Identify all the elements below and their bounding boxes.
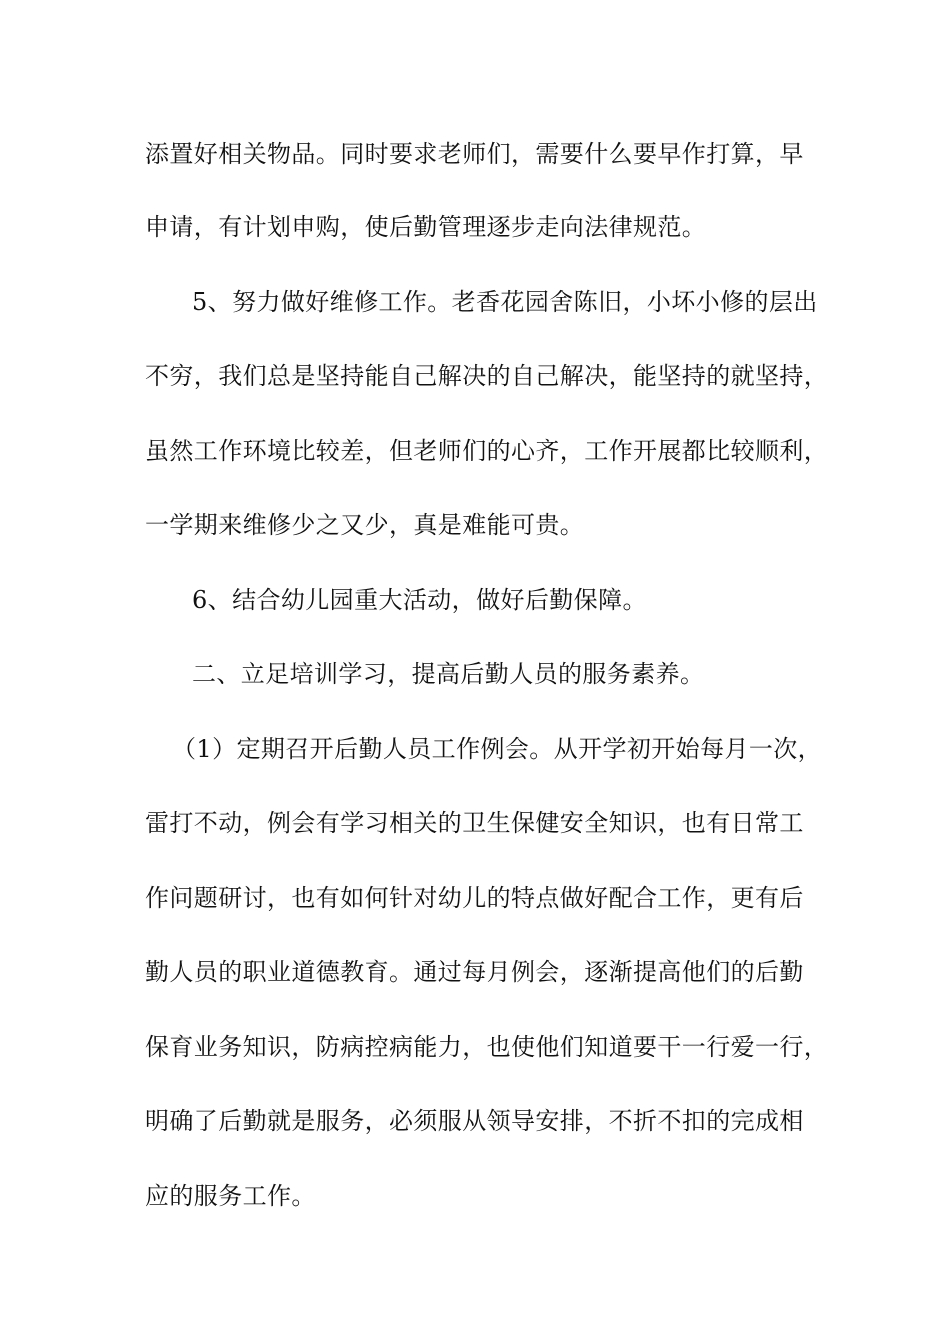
paragraph-6-line: 6、结合幼儿园重大活动，做好后勤保障。 bbox=[192, 586, 647, 614]
text-line: 作问题研讨，也有如何针对幼儿的特点做好配合工作，更有后 bbox=[145, 884, 804, 912]
text-line: 勤人员的职业道德教育。通过每月例会，逐渐提高他们的后勤 bbox=[145, 958, 804, 986]
text-line: 虽然工作环境比较差，但老师们的心齐，工作开展都比较顺利， bbox=[145, 437, 829, 465]
section-heading: 二、立足培训学习，提高后勤人员的服务素养。 bbox=[192, 660, 705, 688]
text-line: 添置好相关物品。同时要求老师们，需要什么要早作打算，早 bbox=[145, 140, 804, 168]
text-line: 明确了后勤就是服务，必须服从领导安排，不折不扣的完成相 bbox=[145, 1107, 804, 1135]
text-line: 不穷，我们总是坚持能自己解决的自己解决，能坚持的就坚持， bbox=[145, 362, 829, 390]
text-line: 应的服务工作。 bbox=[145, 1182, 316, 1210]
text-line: 申请，有计划申购，使后勤管理逐步走向法律规范。 bbox=[145, 213, 707, 241]
text-line: 雷打不动，例会有学习相关的卫生保健安全知识，也有日常工 bbox=[145, 809, 804, 837]
text-line: 保育业务知识，防病控病能力，也使他们知道要干一行爱一行， bbox=[145, 1033, 829, 1061]
subsection-first-line: （1）定期召开后勤人员工作例会。从开学初开始每月一次， bbox=[172, 735, 823, 763]
paragraph-5-first-line: 5、努力做好维修工作。老香花园舍陈旧，小坏小修的层出 bbox=[192, 288, 818, 316]
text-line: 一学期来维修少之又少，真是难能可贵。 bbox=[145, 511, 585, 539]
